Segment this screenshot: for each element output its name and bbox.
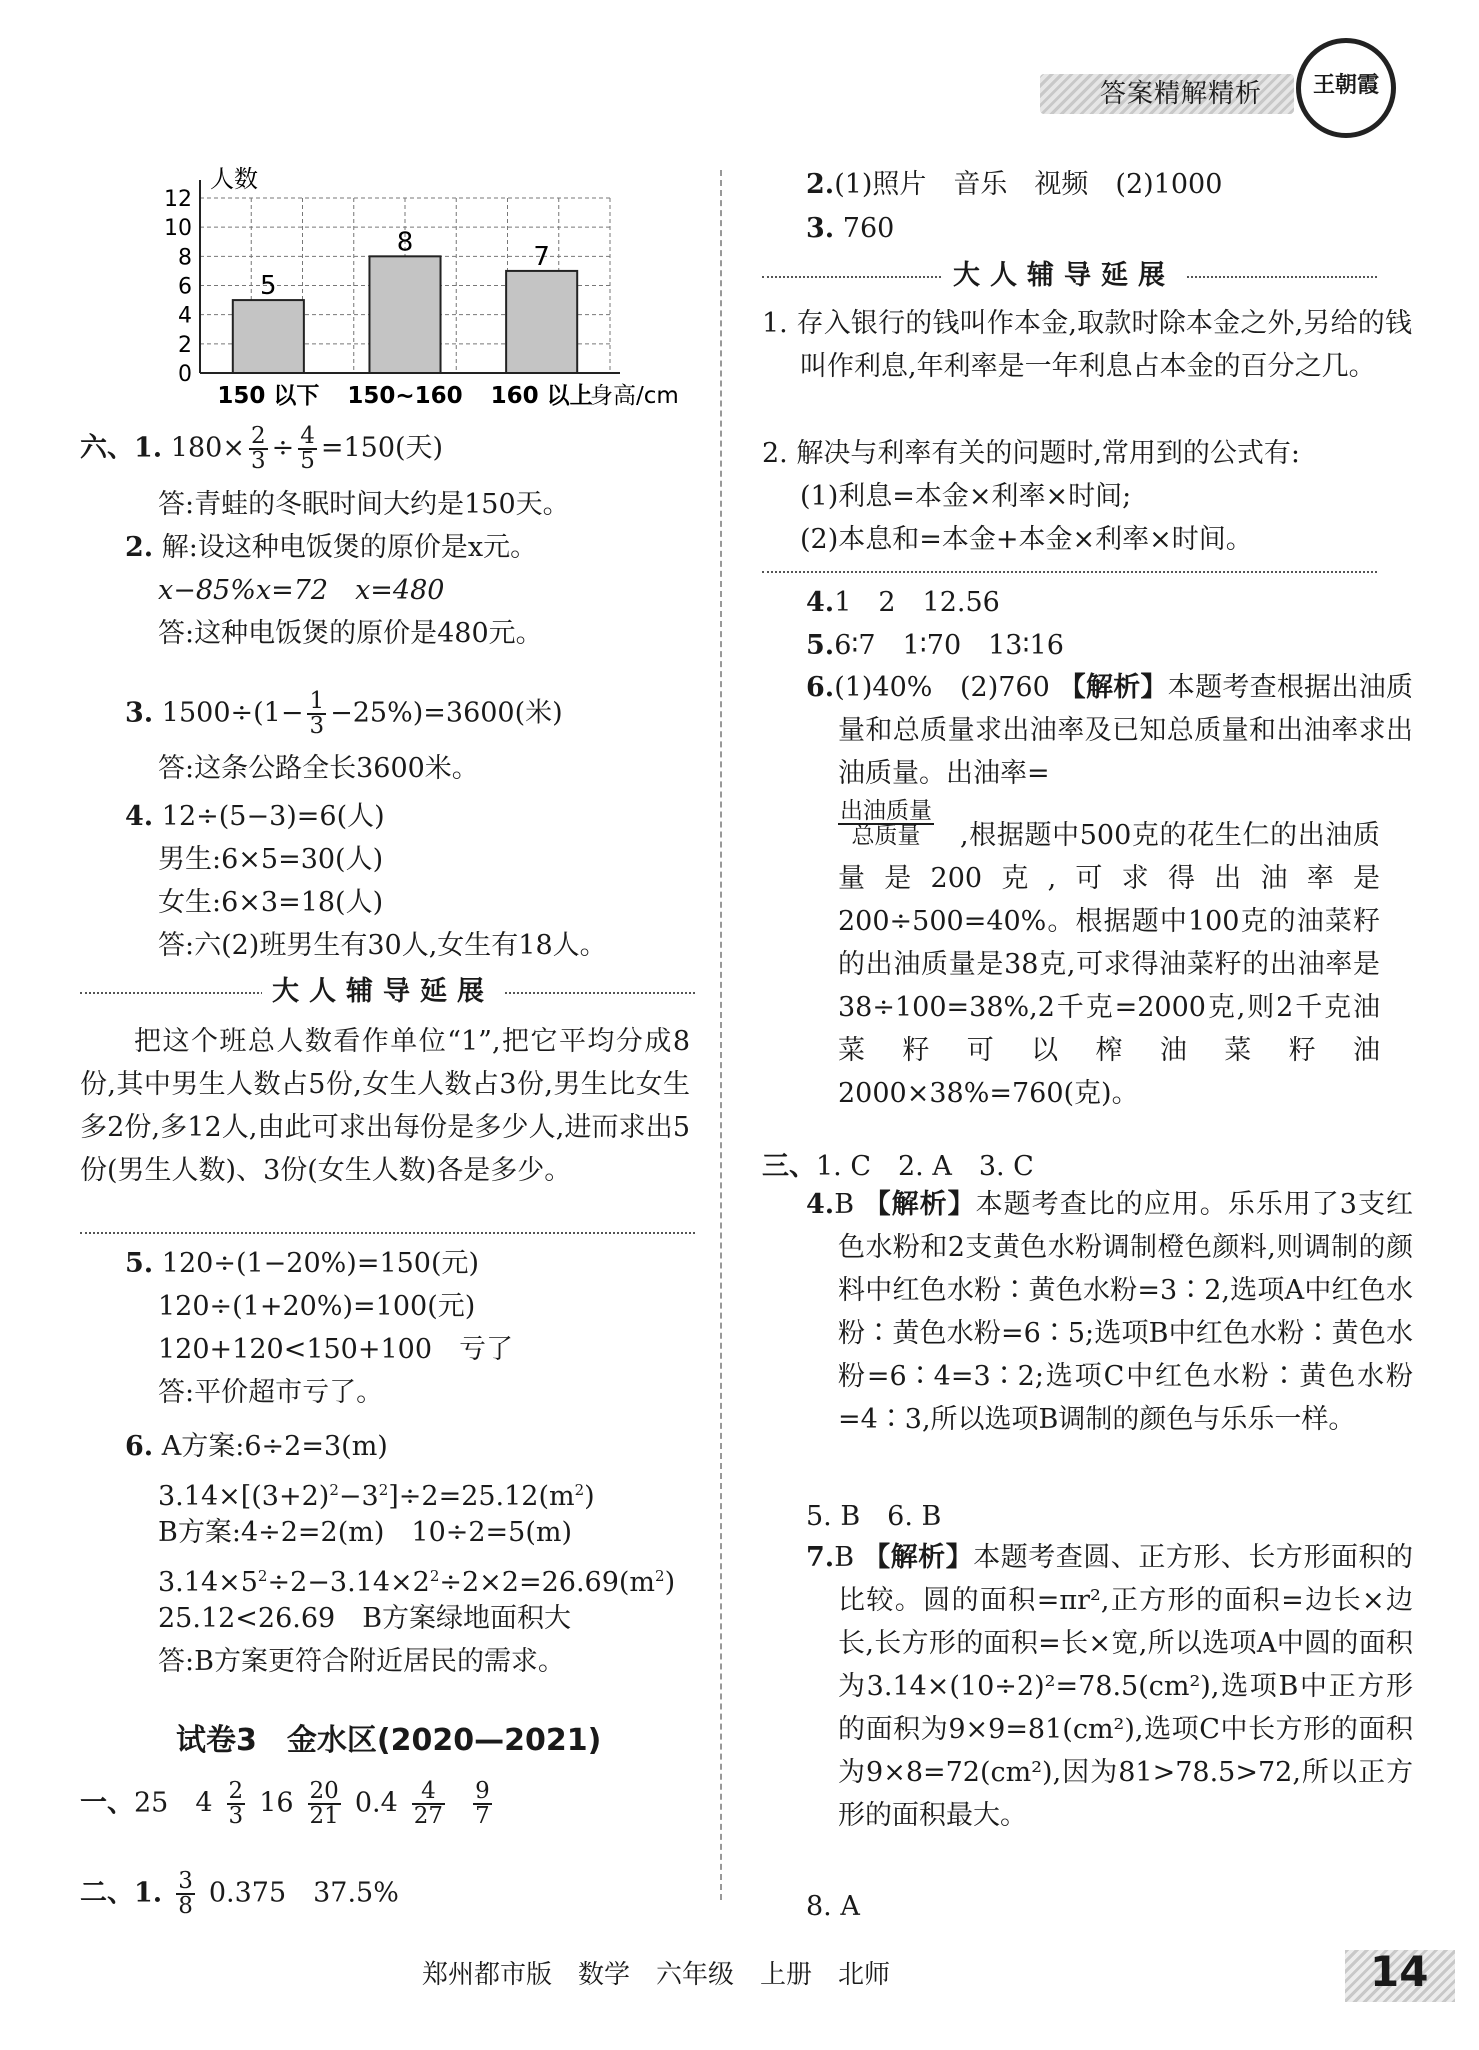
x-tick-label: 160 以上 <box>490 383 593 409</box>
fraction: $\frac{4}{5}$ <box>300 423 315 474</box>
height-bar-chart <box>150 165 710 415</box>
bar-2 <box>369 256 440 373</box>
q2-equation: x−85%x=72 x=480 <box>158 575 445 606</box>
chart-y-ticks <box>164 187 192 387</box>
q4-boys: 男生:6×5=30(人) <box>158 844 384 875</box>
s3-q4: 4.B 【解析】本题考查比的应用。乐乐用了3支红色水粉和2支黄色水粉调制橙色颜料,则调制的颜料中红色水粉∶黄色水粉=3∶2,选项A中红色水粉∶黄色水粉=6∶5;选项B中红色水粉∶黄色水粉=6∶4=3∶2;选项C中红色水粉∶黄色水粉=4∶3,所以选项B调制的颜色与乐乐一样。 <box>806 1189 1413 1435</box>
s3-answers: 三、1. C 2. A 3. C <box>762 1151 1034 1182</box>
ext-text-left: 把这个班总人数看作单位“1”,把它平均分成8份,其中男生人数占5份,女生人数占3份,男生比女生多2份,多12人,由此可求出每份是多少人,进而求出5份(男生人数)、3份(女生人数)各是多少。 <box>80 1026 690 1186</box>
divider <box>80 1232 695 1234</box>
ext1-right: 1. 存入银行的钱叫作本金,取款时除本金之外,另给的钱叫作利息,年利率是一年利息占本金的百分之几。 <box>762 308 1412 382</box>
test-title: 试卷3 金水区(2020—2021) <box>176 1723 602 1758</box>
fraction: $\frac{1}{3}$ <box>309 688 325 739</box>
bar-1 <box>233 300 304 373</box>
q2-answer: 答:这种电饭煲的原价是480元。 <box>158 618 543 649</box>
bar-value-label: 7 <box>533 241 550 272</box>
s6-q6: 6. A方案:6÷2=3(m) <box>125 1431 388 1462</box>
footer-text: 郑州都市版 数学 六年级 上册 北师 <box>422 1960 891 1990</box>
y-tick-label: 8 <box>178 245 192 271</box>
r-q4: 4.1 2 12.56 <box>806 587 1000 618</box>
chart-x-label: 身高/cm <box>590 383 679 409</box>
fraction: $\frac{2}{3}$ <box>250 423 266 474</box>
section-label: 六、 <box>80 432 134 464</box>
s3-q7: 7.B 【解析】本题考查圆、正方形、长方形面积的比较。圆的面积=πr²,正方形的面积=边长×边长,长方形的面积=长×宽,所以选项A中圆的面积为3.14×(10÷2)²=78.5(cm²),选项B中正方形的面积为9×9=81(cm²),选项C中长方形的面积为9×8=72(cm²),因为81>78.5>72,所以正方形的面积最大。 <box>806 1542 1413 1831</box>
ext2a-right: (1)利息=本金×利率×时间; <box>800 481 1132 512</box>
q6-line4: $3.14\times 5^2\div 2-3.14\times 2^2\div 2\times 2=26.69(m^2)$ <box>158 1567 676 1598</box>
y-tick-label: 4 <box>178 303 192 329</box>
header-title: 答案精解精析 <box>1100 79 1263 109</box>
y-tick-label: 6 <box>178 274 192 300</box>
q6-answer: 答:B方案更符合附近居民的需求。 <box>158 1646 565 1677</box>
bar-value-label: 5 <box>260 271 277 302</box>
s2-q1: 二、1. $\frac{3}{8}$ 0.375 37.5% <box>80 1868 399 1919</box>
chart-y-label: 人数 <box>210 165 258 193</box>
bar-value-label: 8 <box>396 227 414 258</box>
q1-answer: 答:青蛙的冬眠时间大约是150天。 <box>158 489 570 520</box>
s6-q5: 5. 120÷(1−20%)=150(元) <box>125 1248 480 1279</box>
r-q2: 2.(1)照片 音乐 视频 (2)1000 <box>806 169 1223 200</box>
q6-line2: $3.14\times[(3+2)^2-3^2]\div 2=25.12(m^2)$ <box>158 1481 595 1512</box>
y-tick-label: 2 <box>178 332 192 358</box>
publisher-logo <box>1296 38 1396 138</box>
logo-text: 王朝霞 <box>1312 72 1379 98</box>
r6-explanation: ,根据题中500克的花生仁的出油质量是200克,可求得出油率是200÷500=40%。根据题中100克的油菜籽的出油质量是38克,可求得油菜籽的出油率是38÷100=38%,2千克=2000克,则2千克油菜籽可以榨油菜籽油2000×38%=760(克)。 <box>838 820 1380 1109</box>
x-tick-label: 150~160 <box>347 383 463 409</box>
q6-line3: B方案:4÷2=2(m) 10÷2=5(m) <box>158 1517 573 1548</box>
r-q6: 6.(1)40% (2)760 【解析】本题考查根据出油质量和总质量求出油率及已知总质量和出油率求出油质量。出油率= <box>806 672 1414 789</box>
bar-3 <box>506 271 577 373</box>
page-number: 14 <box>1370 1947 1429 1996</box>
s6-q2: 2. 解:设这种电饭煲的原价是x元。 <box>125 532 538 563</box>
ext-title-left: 大人辅导延展 <box>262 975 504 1009</box>
q5-line3: 120+120<150+100 亏了 <box>158 1334 514 1365</box>
r-q3: 3. 760 <box>806 213 895 244</box>
column-divider <box>720 170 722 1900</box>
ext2-right: 2. 解决与利率有关的问题时,常用到的公式有: <box>762 438 1301 469</box>
q4-girls: 女生:6×3=18(人) <box>158 887 384 918</box>
q3-answer: 答:这条公路全长3600米。 <box>158 753 479 784</box>
s6-q1: 六、1. 180× $\frac{2}{3}$ ÷ $\frac{4}{5}$ =150(天) <box>80 423 444 474</box>
y-tick-label: 0 <box>178 362 192 387</box>
s6-q3: 3. 1500÷(1− $\frac{1}{3}$ −25%)=3600(米) <box>125 688 563 739</box>
r6-fraction: $\frac{\text{出油质量}}{\text{总质量}}$ <box>840 798 932 849</box>
question-number: 1. <box>134 432 163 464</box>
q6-line5: 25.12<26.69 B方案绿地面积大 <box>158 1603 572 1634</box>
expr: 180× <box>170 432 245 464</box>
x-tick-label: 150 以下 <box>217 383 320 409</box>
s3-q8: 8. A <box>806 1891 860 1922</box>
divider <box>762 571 1377 573</box>
r-q5: 5.6∶7 1∶70 13∶16 <box>806 630 1064 661</box>
ext2b-right: (2)本息和=本金+本金×利率×时间。 <box>800 524 1253 555</box>
y-tick-label: 12 <box>164 187 192 212</box>
q5-line2: 120÷(1+20%)=100(元) <box>158 1291 476 1322</box>
q5-answer: 答:平价超市亏了。 <box>158 1377 384 1408</box>
ext-title-right: 大人辅导延展 <box>943 259 1185 293</box>
q4-answer: 答:六(2)班男生有30人,女生有18人。 <box>158 930 607 961</box>
y-tick-label: 10 <box>164 216 192 242</box>
s6-q4: 4. 12÷(5−3)=6(人) <box>125 801 385 832</box>
chart-x-ticks <box>217 383 592 409</box>
s1-answers: 一、25 4 $\frac{2}{3}$ 16 $\frac{20}{21}$ 0.4 $\frac{4}{27}$ $\frac{9}{7}$ <box>80 1778 490 1829</box>
s3-q5-6: 5. B 6. B <box>806 1501 942 1532</box>
chart-bars <box>233 227 577 373</box>
